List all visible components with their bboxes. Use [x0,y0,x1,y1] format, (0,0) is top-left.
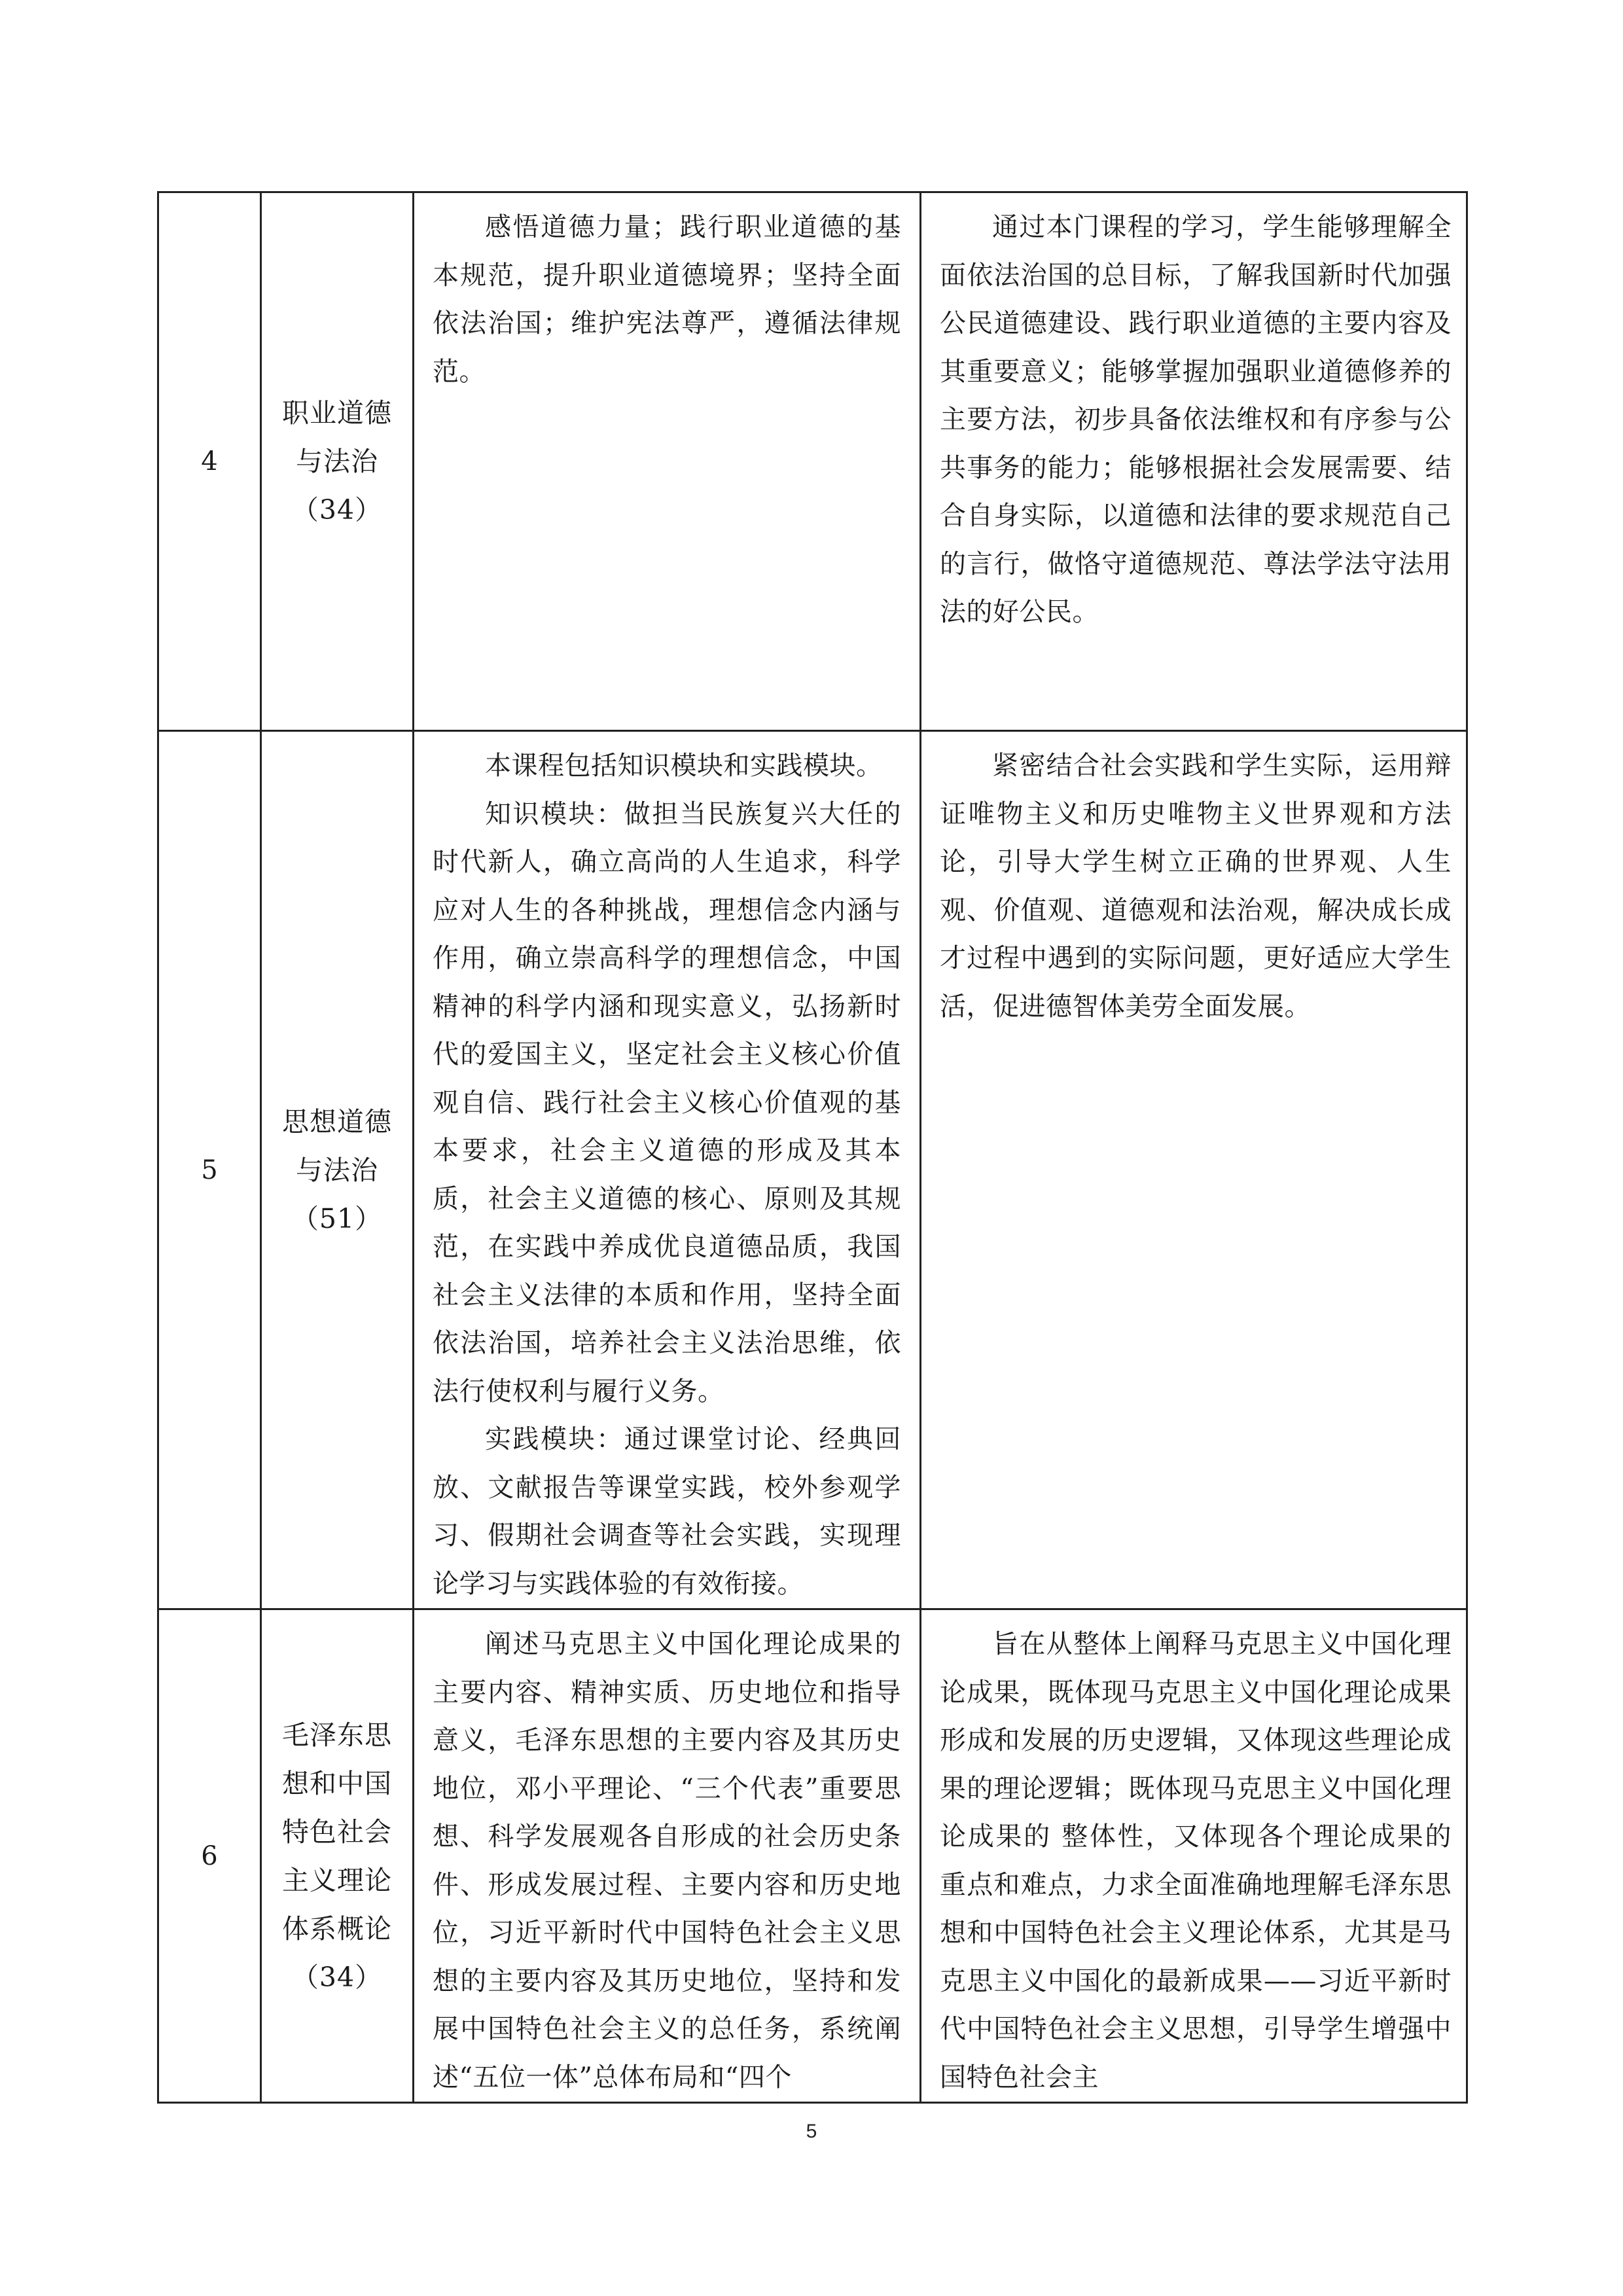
course-name [262,1098,412,1243]
course-content-paragraph: 实践模块：通过课堂讨论、经典回放、文献报告等课堂实践，校外参观学习、假期社会调查等社会实践，实现理论学习与实践体验的有效衔接。 [433,1424,901,1599]
course-name-line: 主义理论 [282,1864,392,1896]
course-name-line: 思想道德 [282,1105,392,1138]
course-content-cell [414,192,921,731]
course-name-cell [261,192,414,731]
course-goal-cell [921,731,1467,1609]
course-number: 4 [201,446,218,476]
course-number: 6 [201,1840,218,1871]
course-name-line: 毛泽东思 [282,1719,392,1751]
course-number-cell [158,731,261,1609]
course-content-paragraph: 感悟道德力量；践行职业道德的基本规范，提升职业道德境界；坚持全面依法治国；维护宪法尊严，遵循法律规范。 [433,212,901,387]
table-row [158,192,1467,731]
table-row [158,731,1467,1609]
page-number: 5 [806,2121,817,2142]
course-name [262,389,412,534]
course-goal-paragraph: 紧密结合社会实践和学生实际，运用辩证唯物主义和历史唯物主义世界观和方法论，引导大学生树立正确的世界观、人生观、价值观、道德观和法治观，解决成长成才过程中遇到的实际问题，更好适应大学生活，促进德智体美劳全面发展。 [940,751,1452,1022]
course-name-line: 想和中国 [282,1767,392,1799]
course-name-line: 与法治 [296,1154,378,1186]
course-number-cell [158,1609,261,2103]
course-goal-cell [921,192,1467,731]
course-name-line: 与法治 [296,446,378,477]
course-content-paragraph: 知识模块：做担当民族复兴大任的时代新人，确立高尚的人生追求，科学应对人生的各种挑战，理想信念内涵与作用，确立崇高科学的理想信念，中国精神的科学内涵和现实意义，弘扬新时代的爱国主义，坚定社会主义核心价值观自信、践行社会主义核心价值观的基本要求，社会主义道德的形成及其本质，社会主义道德的核心、原则及其规范，在实践中养成优良道德品质，我国社会主义法律的本质和作用，坚持全面依法治国，培养社会主义法治思维，依法行使权利与履行义务。 [433,798,901,1407]
course-goal-paragraph: 通过本门课程的学习，学生能够理解全面依法治国的总目标，了解我国新时代加强公民道德建设、践行职业道德的主要内容及其重要意义；能够掌握加强职业道德修养的主要方法，初步具备依法维权和有序参与公共事务的能力；能够根据社会发展需要、结合自身实际，以道德和法律的要求规范自己的言行，做恪守道德规范、尊法学法守法用法的好公民。 [940,212,1452,627]
course-name-line: 体系概论 [282,1912,392,1945]
course-hours: （51） [291,1202,383,1234]
course-goal-paragraph: 旨在从整体上阐释马克思主义中国化理论成果，既体现马克思主义中国化理论成果形成和发展的历史逻辑，又体现这些理论成果的理论逻辑；既体现马克思主义中国化理论成果的 整体性，又体现各个理论成果的重点和难点，力求全面准确地理解毛泽东思想和中国特色社会主义理论体系，尤其是马克思主义中国化的最新成果——习近平新时代中国特色社会主义思想，引导学生增强中国特色社会主 [940,1629,1452,2092]
course-table [157,191,1468,2104]
course-hours: （34） [291,494,383,526]
course-content-paragraph: 本课程包括知识模块和实践模块。 [485,751,883,781]
course-number-cell [158,192,261,731]
course-hours: （34） [291,1961,383,1993]
course-name-line: 特色社会 [282,1816,392,1848]
course-number: 5 [201,1155,218,1185]
course-content-cell [414,1609,921,2103]
course-name-cell [261,731,414,1609]
course-name [262,1711,412,2001]
course-goal-cell [921,1609,1467,2103]
course-content-cell [414,731,921,1609]
table-row [158,1609,1467,2103]
course-content-paragraph: 阐述马克思主义中国化理论成果的主要内容、精神实质、历史地位和指导意义，毛泽东思想的主要内容及其历史地位，邓小平理论、“三个代表”重要思想、科学发展观各自形成的社会历史条件、形成发展过程、主要内容和历史地位，习近平新时代中国特色社会主义思想的主要内容及其历史地位，坚持和发展中国特色社会主义的总任务，系统阐述“五位一体”总体布局和“四个 [433,1629,901,2092]
course-name-cell [261,1609,414,2103]
course-name-line: 职业道德 [282,397,392,429]
